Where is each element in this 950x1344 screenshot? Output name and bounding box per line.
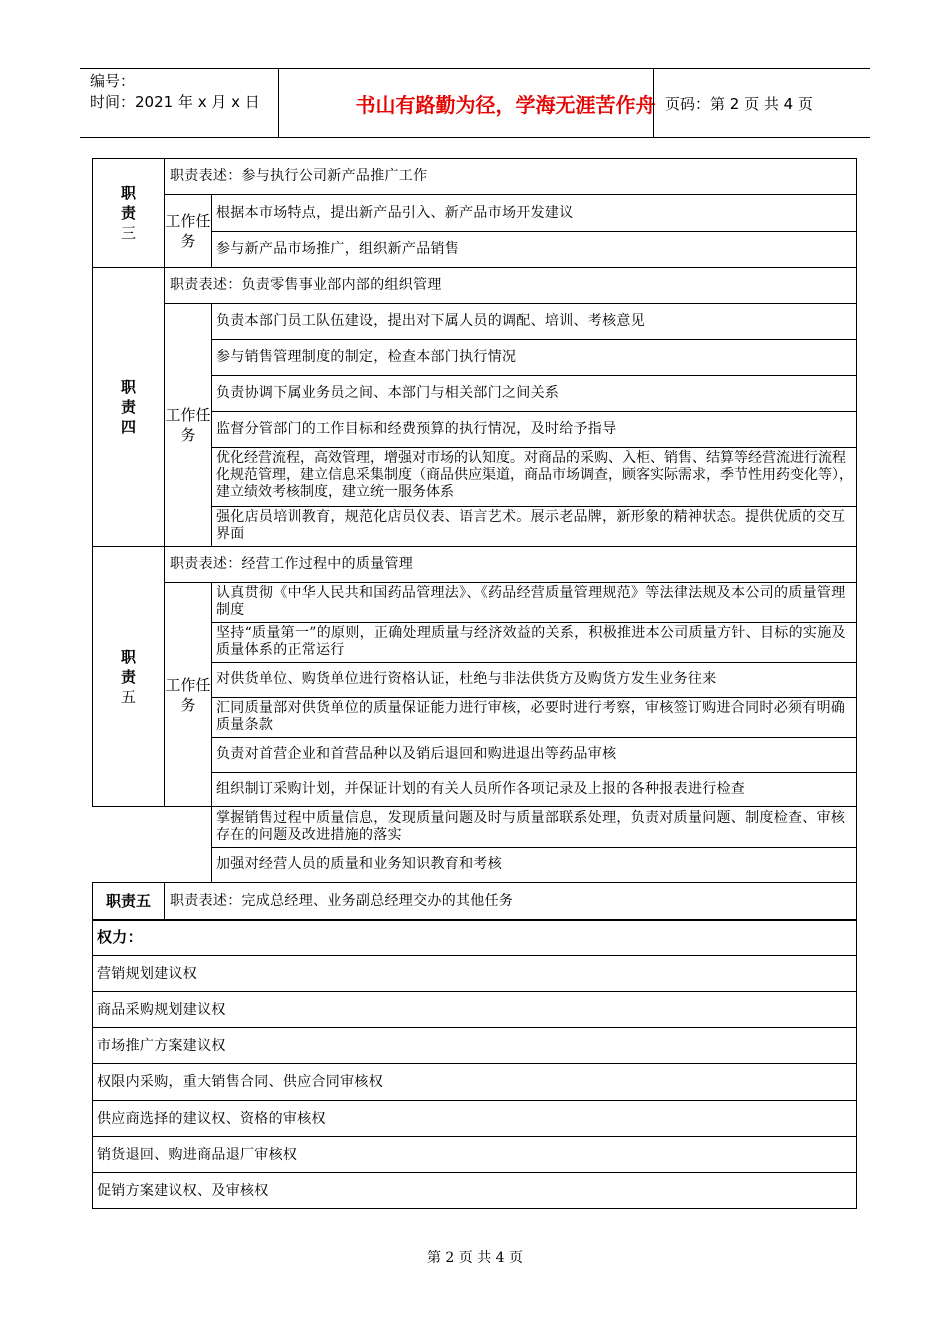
power-item: 销货退回、购进商品退厂审核权 (97, 1147, 298, 1163)
duty4-task-label: 工作任务 (165, 406, 211, 444)
page-footer: 第 2 页 共 4 页 (426, 1250, 524, 1266)
number-label: 编号： (90, 72, 136, 90)
duty5-desc: 职责表述：经营工作过程中的质量管理 (170, 556, 414, 572)
duty4-task: 优化经营流程，高效管理，增强对市场的认知度。对商品的采购、入柜、销售、结算等经营流进行流程化规范管理，建立信息采集制度（商品供应渠道，商品市场调查，顾客实际需求，季节性用药变化等），建立绩效考核制度，建立统一服务体系 (216, 450, 853, 500)
duty5-task-label: 工作任务 (165, 675, 211, 714)
duty5-task: 认真贯彻《中华人民共和国药品管理法》、《药品经营质量管理规范》等法律法规及本公司的质量管理制度 (216, 585, 846, 618)
duty5-task: 负责对首营企业和首营品种以及销后退回和购进退出等药品审核 (216, 746, 617, 762)
duty3-label: 职 责 三 (120, 184, 136, 242)
duty5-task: 汇同质量部对供货单位的质量保证能力进行审核，必要时进行考察，审核签订购进合同时必须有明确质量条款 (216, 700, 846, 733)
duty5b-desc: 职责表述：完成总经理、业务副总经理交办的其他任务 (170, 893, 514, 909)
duty4-task: 参与销售管理制度的制定，检查本部门执行情况 (216, 349, 517, 365)
duty3-task: 参与新产品市场推广，组织新产品销售 (216, 241, 460, 257)
duty5-label: 职 责 五 (120, 647, 136, 706)
duty5-task: 加强对经营人员的质量和业务知识教育和考核 (216, 856, 502, 872)
duty5-task: 坚持“质量第一”的原则，正确处理质量与经济效益的关系，积极推进本公司质量方针、目标的实施及质量体系的正常运行 (216, 625, 846, 658)
duty4-desc: 职责表述：负责零售事业部内部的组织管理 (170, 277, 442, 293)
power-item: 促销方案建议权、及审核权 (97, 1183, 269, 1199)
duty5b-label: 职责五 (105, 892, 151, 910)
header-motto: 书山有路勤为径，学海无涯苦作舟 (355, 92, 656, 117)
duty3-desc: 职责表述：参与执行公司新产品推广工作 (170, 168, 428, 184)
duty3-task-label: 工作任务 (165, 212, 211, 250)
duty4-task: 负责协调下属业务员之间、本部门与相关部门之间关系 (216, 385, 560, 401)
duty4-task: 强化店员培训教育，规范化店员仪表、语言艺术。展示老品牌，新形象的精神状态。提供优质的交互界面 (216, 509, 846, 542)
header-page-label: 页码：第 2 页 共 4 页 (665, 95, 813, 113)
powers-title: 权力： (97, 928, 143, 946)
duty5-task: 组织制订采购计划，并保证计划的有关人员所作各项记录及上报的各种报表进行检查 (216, 781, 746, 797)
date-label: 时间：2021 年 x 月 x 日 (90, 93, 260, 111)
duty3-task: 根据本市场特点，提出新产品引入、新产品市场开发建议 (216, 205, 574, 221)
power-item: 权限内采购，重大销售合同、供应合同审核权 (97, 1074, 383, 1090)
power-item: 供应商选择的建议权、资格的审核权 (97, 1111, 326, 1127)
header-meta (90, 71, 260, 113)
duty5-task: 对供货单位、购货单位进行资格认证，杜绝与非法供货方及购货方发生业务往来 (216, 671, 717, 687)
duty5-task: 掌握销售过程中质量信息，发现质量问题及时与质量部联系处理，负责对质量问题、制度检查、审核存在的问题及改进措施的落实 (216, 810, 846, 843)
power-item: 市场推广方案建议权 (97, 1038, 226, 1054)
power-item: 商品采购规划建议权 (97, 1002, 226, 1018)
duty4-label: 职 责 四 (120, 378, 136, 436)
power-item: 营销规划建议权 (97, 966, 198, 982)
page-header (80, 68, 870, 138)
header-divider (653, 69, 654, 137)
duty4-task: 负责本部门员工队伍建设，提出对下属人员的调配、培训、考核意见 (216, 313, 645, 329)
duty4-task: 监督分管部门的工作目标和经费预算的执行情况，及时给予指导 (216, 421, 617, 437)
